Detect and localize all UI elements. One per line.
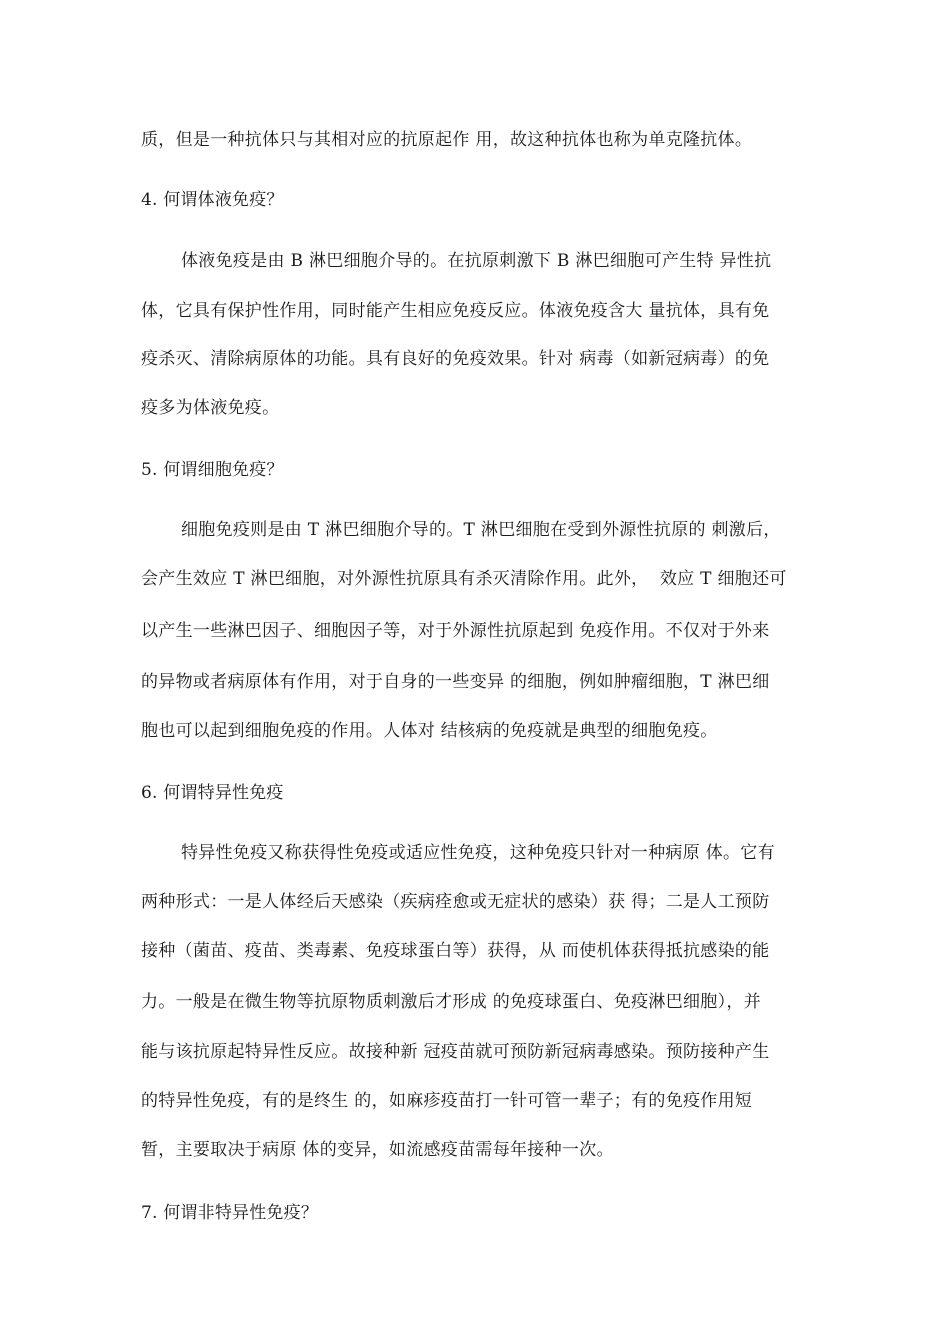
paragraph-line: 两种形式：一是人体经后天感染（疾病痊愈或无症状的感染）获 得；二是人工预防 [141, 892, 770, 912]
paragraph-line: 暂，主要取决于病原 体的变异，如流感疫苗需每年接种一次。 [141, 1140, 614, 1160]
paragraph-line: 会产生效应 T 淋巴细胞，对外源性抗原具有杀灭清除作用。此外， 效应 T 细胞还可 [141, 569, 787, 589]
paragraph-line: 接种（菌苗、疫苗、类毒素、免疫球蛋白等）获得，从 而使机体获得抵抗感染的能 [141, 941, 770, 961]
paragraph-line: 细胞免疫则是由 T 淋巴细胞介导的。T 淋巴细胞在受到外源性抗原的 刺激后， [181, 520, 781, 540]
paragraph-line: 的特异性免疫，有的是终生 的，如麻疹疫苗打一针可管一辈子；有的免疫作用短 [141, 1091, 753, 1111]
section-heading-5: 5. 何谓细胞免疫？ [141, 460, 284, 480]
paragraph-line: 疫多为体液免疫。 [141, 398, 280, 418]
paragraph-line: 胞也可以起到细胞免疫的作用。人体对 结核病的免疫就是典型的细胞免疫。 [141, 721, 718, 741]
paragraph-line: 体，它具有保护性作用，同时能产生相应免疫反应。体液免疫含大 量抗体，具有免 [141, 301, 770, 321]
paragraph-line: 能与该抗原起特异性反应。故接种新 冠疫苗就可预防新冠病毒感染。预防接种产生 [141, 1042, 770, 1062]
section-heading-4: 4. 何谓体液免疫？ [141, 190, 284, 210]
paragraph-line: 疫杀灭、清除病原体的功能。具有良好的免疫效果。针对 病毒（如新冠病毒）的免 [141, 349, 770, 369]
paragraph-line: 的异物或者病原体有作用，对于自身的一些变异 的细胞，例如肿瘤细胞，T 淋巴细 [141, 672, 770, 692]
paragraph-line: 以产生一些淋巴因子、细胞因子等，对于外源性抗原起到 免疫作用。不仅对于外来 [141, 621, 770, 641]
paragraph-line: 力。一般是在微生物等抗原物质刺激后才形成 的免疫球蛋白、免疫淋巴细胞），并 [141, 992, 762, 1012]
paragraph-continuation-line: 质，但是一种抗体只与其相对应的抗原起作 用，故这种抗体也称为单克隆抗体。 [141, 130, 753, 150]
paragraph-line: 特异性免疫又称获得性免疫或适应性免疫，这种免疫只针对一种病原 体。它有 [181, 843, 775, 863]
section-heading-6: 6. 何谓特异性免疫 [141, 783, 284, 803]
paragraph-line: 体液免疫是由 B 淋巴细胞介导的。在抗原刺激下 B 淋巴细胞可产生特 异性抗 [181, 251, 772, 271]
section-heading-7: 7. 何谓非特异性免疫？ [141, 1203, 319, 1223]
